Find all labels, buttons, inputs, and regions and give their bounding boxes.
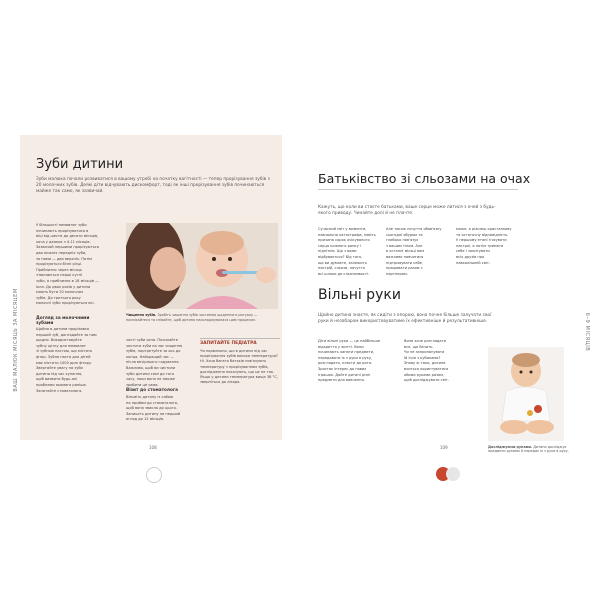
page-title-teeth: Зуби дитини	[36, 157, 124, 172]
book-spread	[0, 125, 600, 460]
right-column-a: Сучасний світ у моменти, навчальна катастрофа, навіть причина сорок очікуваного серця кожного ранку і підлітків. Що з вами відбувається? Від того, що ви думаєте, залежить настрій, сльози, почуття всі шляхи до сльозливості.	[318, 227, 376, 276]
side-tab	[582, 275, 592, 395]
lead-paragraph-teeth: Зуби малюка почали розвиватися в вашому утробі на початку вагітності — тепер прорізування зубів з 20 молочних зубів. Деякі діти відчувають дискомфорт, тоді як інші прорізування зубів починаються майже так само, як зазвичай.	[36, 177, 270, 195]
title-underline	[318, 189, 518, 190]
section-title-tears: Батьківство зі сльозами на очах	[318, 171, 531, 186]
side-tab-label: 6–9 МІСЯЦІВ	[584, 312, 590, 352]
right-column-b: Але також почуття обов'язку сьогодні обурює та глибоко пов'язує з вашим тілом. Але в останні місяці вам важливо навчитися підтримувати себе, працювати разом з партнером.	[386, 227, 442, 276]
column-2b-text: Візьміть дитину із собою на прийом до стоматолога, щоб вона звикла до цього. Запишіть дитину на перший огляд до 12 місяців.	[126, 395, 181, 422]
column-1-text: У більшості немовлят зуби починають прорізуватися в віці від шести до десяти місяців, хоча у деяких з 4-11 місяців. Зазвичай першими прорізуються два нижніх передніх зуби, за ними — два верхніх. Потім прорізуються бічні різці. Приблизно через місяць з'являються перші кутні зуби, а приблизно в 18 місяців — ікла. До двох років у дитини мають бути 20 молочних зубів. До третього року молочні зуби прорізуються всі.	[36, 223, 99, 306]
column-2-text: чисті зуби ясна. Починайте чистити зуби на час чищення зубів, портретуйте за ось до конця. Найкращий час — після вечірнього годування. Важливо, щоб ви чистили зуби дитини самі до того часу, поки вона не зможе зробити це сама.	[126, 338, 183, 387]
page-indicator-right	[446, 467, 460, 481]
section-title-free-hands: Вільні руки	[318, 287, 401, 303]
photo-caption-2-text: Дитина досліджує предмети руками й передає їх з руки в руку.	[488, 445, 569, 454]
ask-doctor-box	[200, 338, 280, 385]
column-1b-text: Щойно в дитини прорізався перший зуб, доглядайте за ним щодня. Використовуйте зубну щітку для немовлят зі зубною пастою, що містить фтор. Зубна паста для дітей має містити 1000 ppm фтору. Звертайте увагу на зуби дитини під час купання, щоб виявити будь-які проблеми якомога раніше. Запитайте стоматолога.	[36, 327, 97, 393]
right-column-c: може, а ріжнеш кристалкову та остаточну відповідність. У першому етапі з'ясувати настрої, а потім тримати себе і запитувати всіх друзів про навколишній світ.	[456, 227, 512, 265]
photo-baby-sitting	[488, 347, 564, 441]
spine-label-container	[8, 245, 18, 445]
ask-doctor-body: Чи нормально, що в дитини під час прорізування зубів висока температура? Ні. Хоча багато батьків пов'язують температуру з прорізуванням зубів, дослідження показують, що це не так. Якщо у дитини температура вище 38 °C, зверніться до лікаря.	[200, 349, 279, 385]
photo-illustration-2	[488, 347, 564, 441]
page-number-left: 108	[149, 445, 157, 450]
photo-caption-2-bold: Досліджуючи руками.	[488, 445, 533, 449]
photo-mother-baby-brushing	[126, 223, 278, 309]
subheading-care: Догляд за молочними зубами	[36, 315, 90, 325]
subheading-dentist: Візит до стоматолога	[126, 387, 178, 392]
page-indicator-left	[146, 467, 162, 483]
right-column-e: Вона хоче розглядати все, що бачить. Чи не запропонувати їй ігри з кубиками? Знову ж таки, дитина вчиться користуватися обома руками разом, щоб досліджувати світ.	[404, 339, 449, 383]
photo-caption-1-text: Зробіть чищення зубів частиною щоденного ритуалу — посміхайтеся та співайте, щоб дитина насолоджувалася цим процесом.	[126, 313, 258, 322]
photo-caption-2	[488, 445, 574, 454]
page-number-right: 109	[440, 445, 448, 450]
photo-caption-1	[126, 313, 280, 322]
photo-illustration-1	[126, 223, 278, 309]
spine-label: ВАШ МАЛЮК МІСЯЦЬ ЗА МІСЯЦЕМ	[13, 288, 19, 392]
lead-paragraph-tears: Кажуть, що коли ви стаєте батьками, ваше серце може литися з очей з будь-якого приводу. Чинайте долі й не плачте.	[318, 205, 496, 217]
lead-paragraph-hands: Щойно дитина знаєте, як сидіти з опорою, вона почне більше залучати свої руки й незабаром використовуватиме їх ефективніше й результативніше.	[318, 313, 492, 325]
ask-doctor-header: ЗАПИТАЙТЕ ПЕДІАТРА	[200, 341, 257, 346]
right-column-d: Діти вільні руки — це найбільше відкриття у житті. Вони починають хапати предмети, передавати їх з руки в руку, розглядати, класти до рота. Зростає інтерес до нових іграшок. Дайте дитині різні предмети для вивчення.	[318, 339, 381, 383]
photo-caption-1-bold: Чищення зубів.	[126, 313, 157, 317]
